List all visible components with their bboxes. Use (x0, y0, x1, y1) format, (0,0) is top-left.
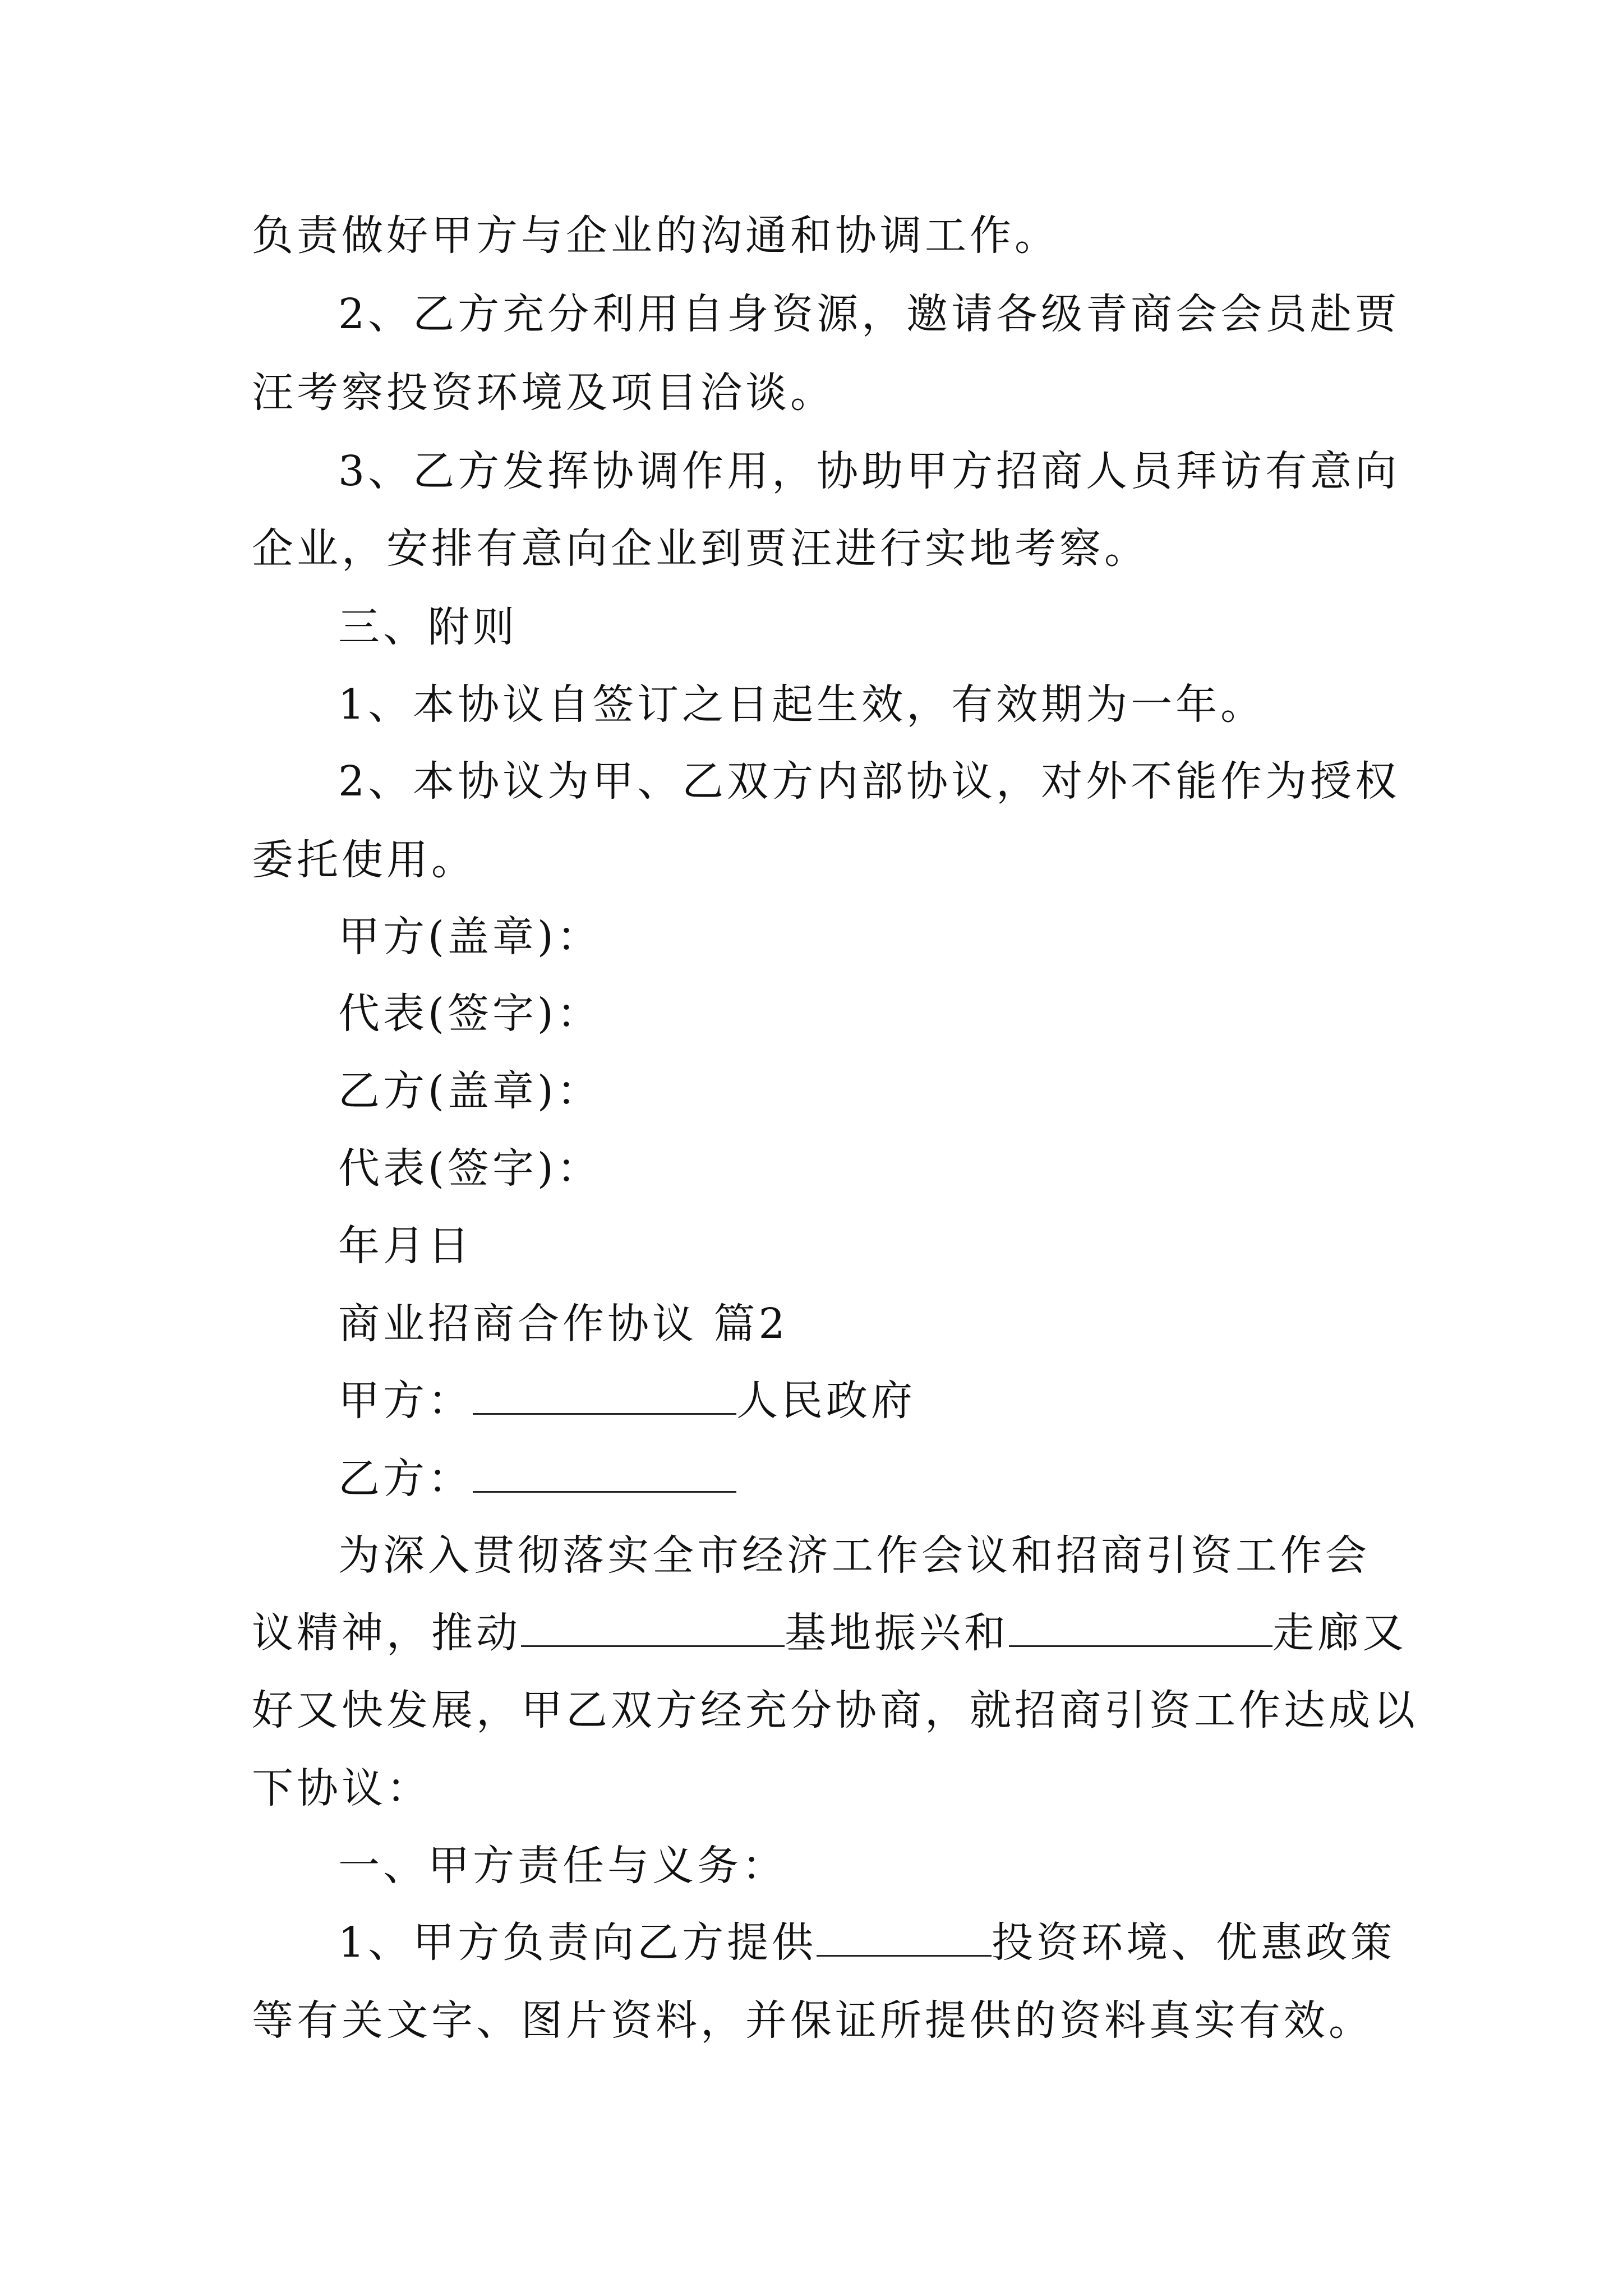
party-b-label: 乙方： (338, 1455, 473, 1503)
document-title: 商业招商合作协议 篇2 (338, 1300, 789, 1348)
base-blank (521, 1608, 785, 1647)
date-line: 年月日 (338, 1222, 473, 1270)
text-line: 汪考察投资环境及项目洽谈。 (252, 369, 835, 417)
item-line (338, 1915, 1477, 1971)
party-a-line (338, 1373, 1477, 1429)
signature-line: 乙方(盖章)： (338, 1067, 602, 1115)
location-blank (817, 1918, 992, 1957)
text-line: 企业，安排有意向企业到贾汪进行实地考察。 (252, 524, 1149, 573)
party-a-label: 甲方： (338, 1377, 473, 1425)
signature-line: 代表(签字)： (338, 990, 602, 1038)
section-heading: 一、甲方责任与义务： (338, 1842, 787, 1890)
text-line: 2、本协议为甲、乙双方内部协议，对外不能作为授权 (338, 757, 1400, 806)
text-line: 2、乙方充分利用自身资源，邀请各级青商会会员赴贾 (338, 290, 1400, 338)
intro-fragment: 基地振兴和 (785, 1609, 1009, 1657)
item-line: 等有关文字、图片资料，并保证所提供的资料真实有效。 (252, 1996, 1373, 2045)
corridor-blank (1009, 1608, 1272, 1647)
party-b-blank (473, 1454, 736, 1493)
signature-line: 甲方(盖章)： (338, 913, 602, 961)
intro-line: 好又快发展，甲乙双方经充分协商，就招商引资工作达成以 (252, 1686, 1418, 1734)
intro-fragment: 走廊又 (1272, 1609, 1407, 1657)
section-heading: 三、附则 (338, 603, 518, 651)
party-a-blank (473, 1376, 736, 1415)
party-b-line (338, 1451, 1477, 1507)
intro-fragment: 议精神，推动 (252, 1609, 521, 1657)
intro-line (252, 1605, 1407, 1661)
text-line: 委托使用。 (252, 836, 476, 884)
signature-line: 代表(签字)： (338, 1144, 602, 1193)
text-line: 3、乙方发挥协调作用，协助甲方招商人员拜访有意向 (338, 447, 1400, 495)
intro-line: 下协议： (252, 1764, 431, 1812)
text-line: 负责做好甲方与企业的沟通和协调工作。 (252, 211, 1059, 260)
text-line: 1、本协议自签订之日起生效，有效期为一年。 (338, 680, 1266, 729)
party-a-suffix: 人民政府 (736, 1377, 916, 1425)
item-fragment: 投资环境、优惠政策 (992, 1918, 1396, 1967)
intro-line: 为深入贯彻落实全市经济工作会议和招商引资工作会 (338, 1531, 1370, 1580)
item-fragment: 1、甲方负责向乙方提供 (338, 1918, 817, 1967)
